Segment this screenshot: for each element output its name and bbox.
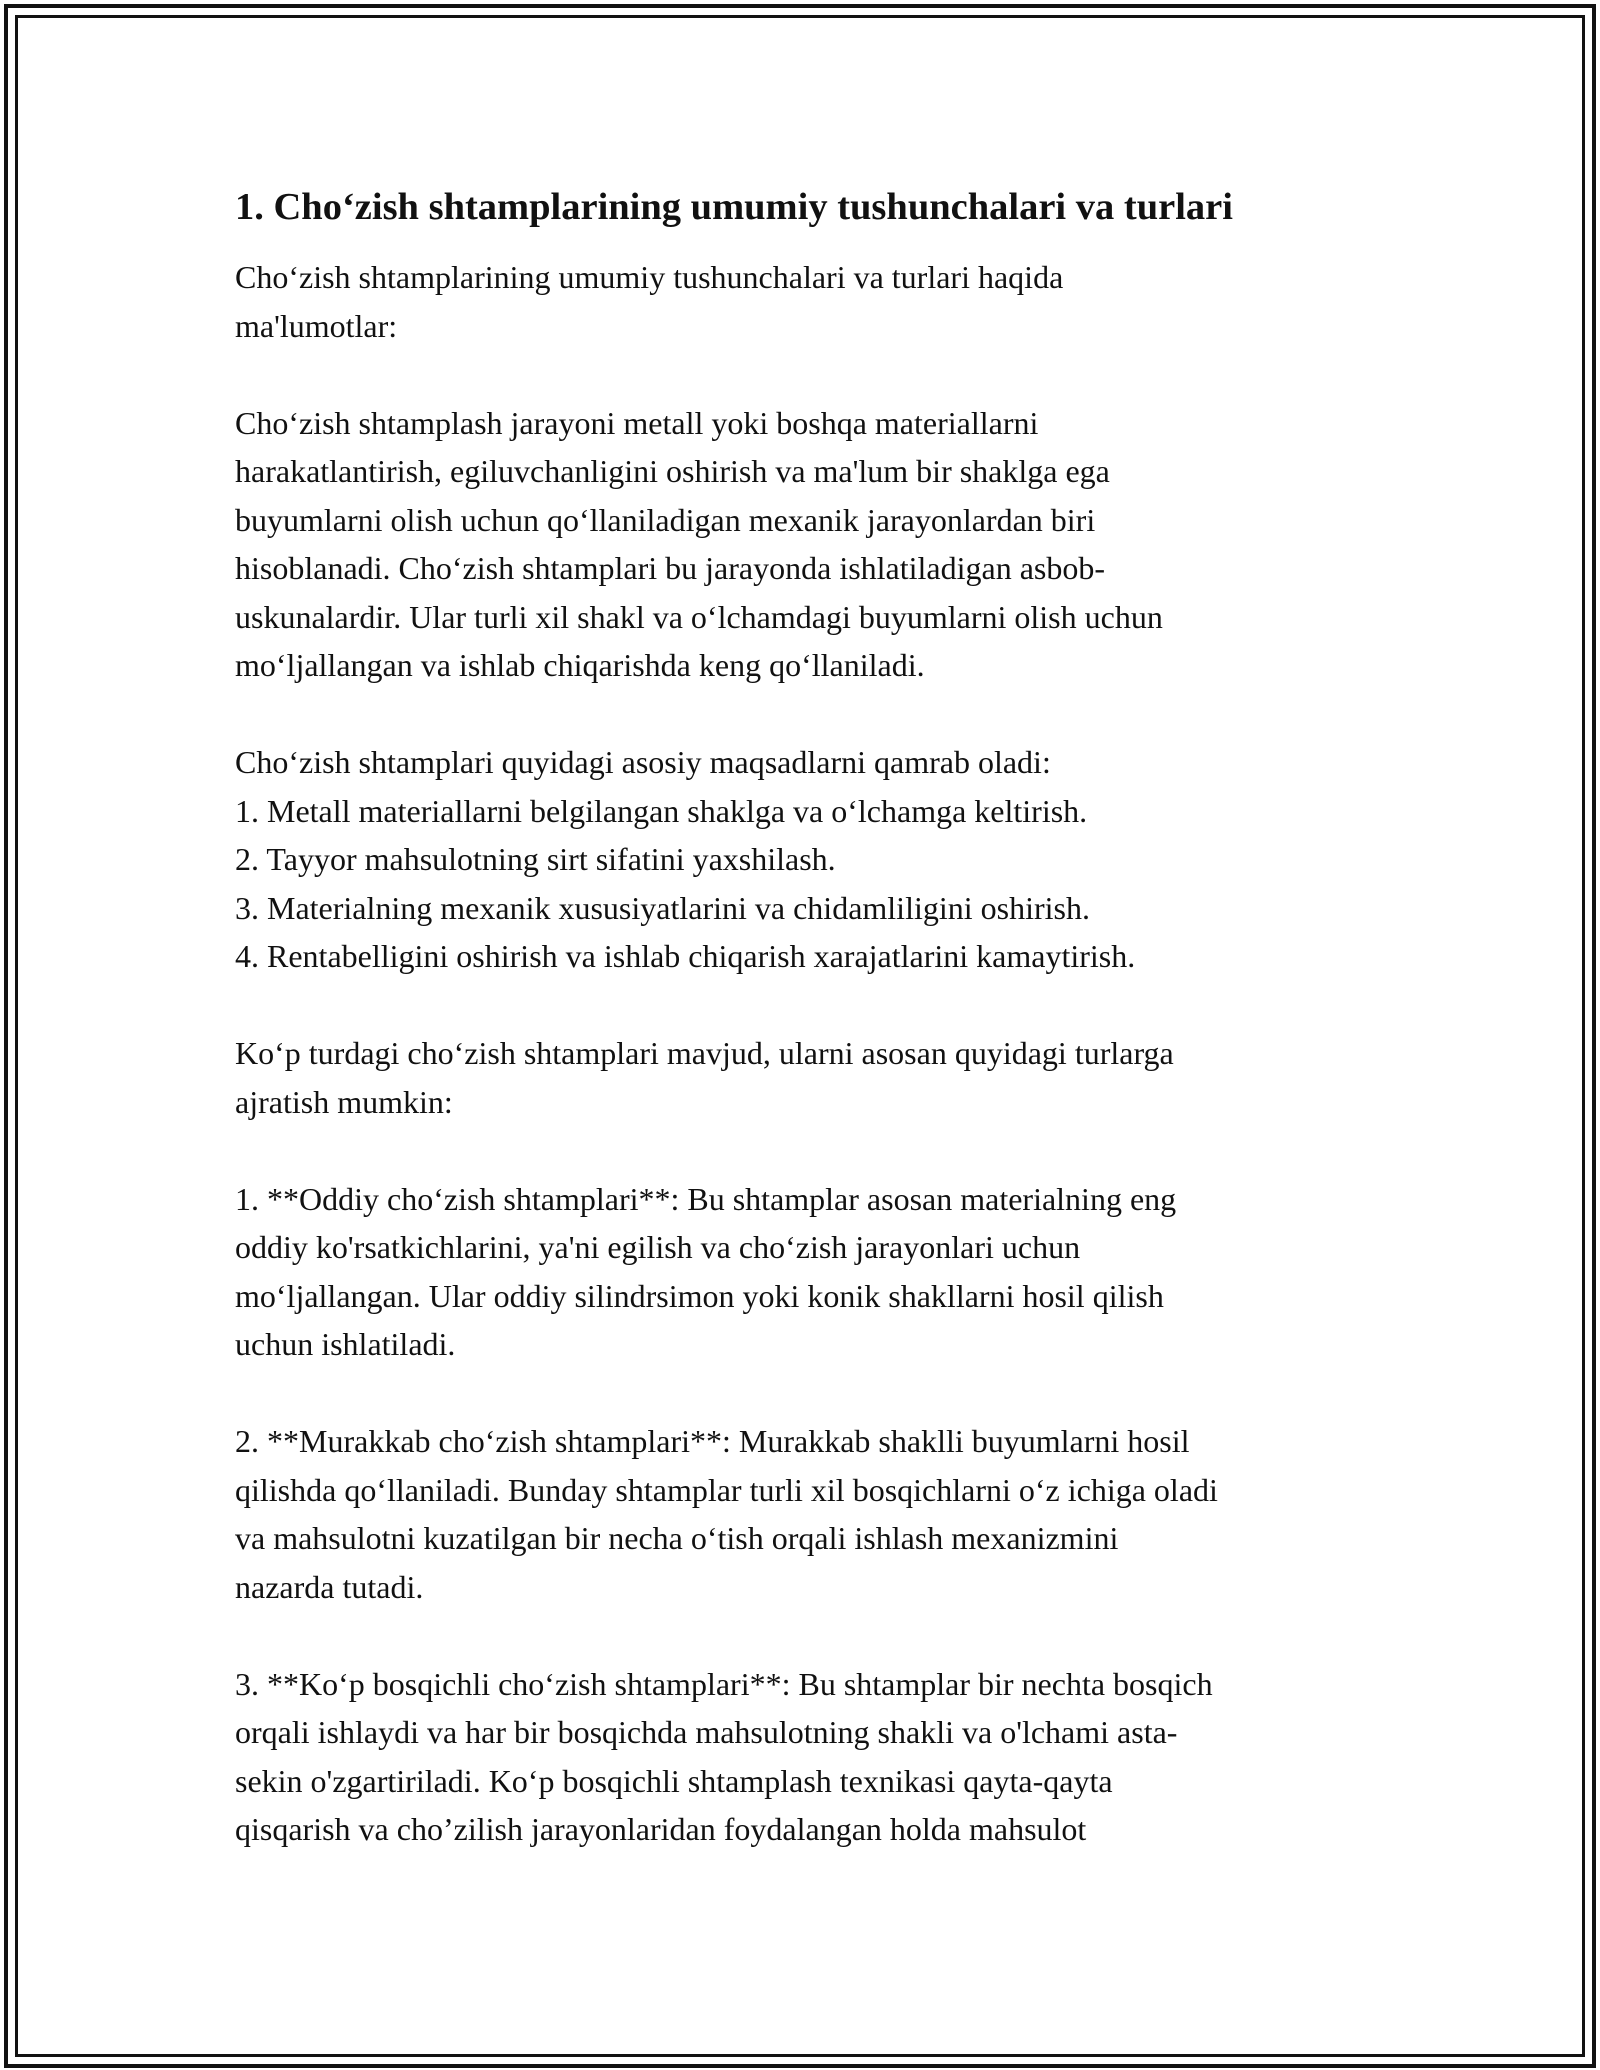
types-intro-paragraph <box>235 1029 1375 1126</box>
goal-item: 1. Metall materiallarni belgilangan shaklga va o‘lchamga keltirish. <box>235 792 1088 829</box>
process-paragraph <box>235 399 1375 690</box>
text-line: 3. **Ko‘p bosqichli cho‘zish shtamplari**: Bu shtamplar bir nechta bosqich <box>235 1665 1213 1702</box>
text-line: oddiy ko'rsatkichlarini, ya'ni egilish va cho‘zish jarayonlari uchun <box>235 1229 1081 1265</box>
text-line: qisqarish va cho’zilish jarayonlaridan foydalangan holda mahsulot <box>235 1811 1087 1847</box>
text-line: uchun ishlatiladi. <box>235 1326 456 1362</box>
section-heading: 1. Cho‘zish shtamplarining umumiy tushunchalari va turlari <box>235 186 1233 228</box>
goal-item: 2. Tayyor mahsulotning sirt sifatini yaxshilash. <box>235 841 836 877</box>
text-line: 1. **Oddiy cho‘zish shtamplari**: Bu shtamplar asosan materialning eng <box>235 1180 1177 1217</box>
text-line: sekin o'zgartiriladi. Ko‘p bosqichli shtamplash texnikasi qayta-qayta <box>235 1762 1113 1799</box>
document-body <box>235 183 1375 1854</box>
text-line: va mahsulotni kuzatilgan bir necha o‘tish orqali ishlash mexanizmini <box>235 1520 1119 1556</box>
text-line: Ko‘p turdagi cho‘zish shtamplari mavjud, ularni asosan quyidagi turlarga <box>235 1035 1174 1071</box>
goal-item: 4. Rentabelligini oshirish va ishlab chiqarish xarajatlarini kamaytirish. <box>235 938 1136 974</box>
text-line: ajratish mumkin: <box>235 1083 453 1120</box>
text-line: orqali ishlaydi va har bir bosqichda mahsulotning shakli va o'lchami asta- <box>235 1714 1178 1750</box>
type-1-paragraph <box>235 1175 1375 1369</box>
text-line: uskunalardir. Ular turli xil shakl va o‘lchamdagi buyumlarni olish uchun <box>235 598 1163 635</box>
text-line: mo‘ljallangan va ishlab chiqarishda keng qo‘llaniladi. <box>235 647 925 683</box>
text-line: 2. **Murakkab cho‘zish shtamplari**: Murakkab shaklli buyumlarni hosil <box>235 1423 1190 1459</box>
text-line: harakatlantirish, egiluvchanligini oshirish va ma'lum bir shaklga ega <box>235 453 1110 489</box>
text-line: mo‘ljallangan. Ular oddiy silindrsimon yoki konik shakllarni hosil qilish <box>235 1277 1164 1314</box>
goal-item: 3. Materialning mexanik xususiyatlarini va chidamliligini oshirish. <box>235 889 1090 926</box>
text-line: ma'lumotlar: <box>235 307 398 344</box>
text-line: Cho‘zish shtamplarining umumiy tushunchalari va turlari haqida <box>235 259 1064 295</box>
type-2-paragraph <box>235 1417 1375 1611</box>
text-line: nazarda tutadi. <box>235 1568 424 1605</box>
goals-section <box>235 738 1375 981</box>
text-line: Cho‘zish shtamplash jarayoni metall yoki boshqa materiallarni <box>235 404 1039 441</box>
text-line: qilishda qo‘llaniladi. Bunday shtamplar turli xil bosqichlarni o‘z ichiga oladi <box>235 1471 1218 1508</box>
type-3-paragraph <box>235 1660 1375 1854</box>
text-line: buyumlarni olish uchun qo‘llaniladigan mexanik jarayonlardan biri <box>235 501 1096 538</box>
text-line: hisoblanadi. Cho‘zish shtamplari bu jarayonda ishlatiladigan asbob- <box>235 550 1106 586</box>
intro-paragraph <box>235 253 1375 350</box>
goals-intro: Cho‘zish shtamplari quyidagi asosiy maqsadlarni qamrab oladi: <box>235 744 1051 780</box>
